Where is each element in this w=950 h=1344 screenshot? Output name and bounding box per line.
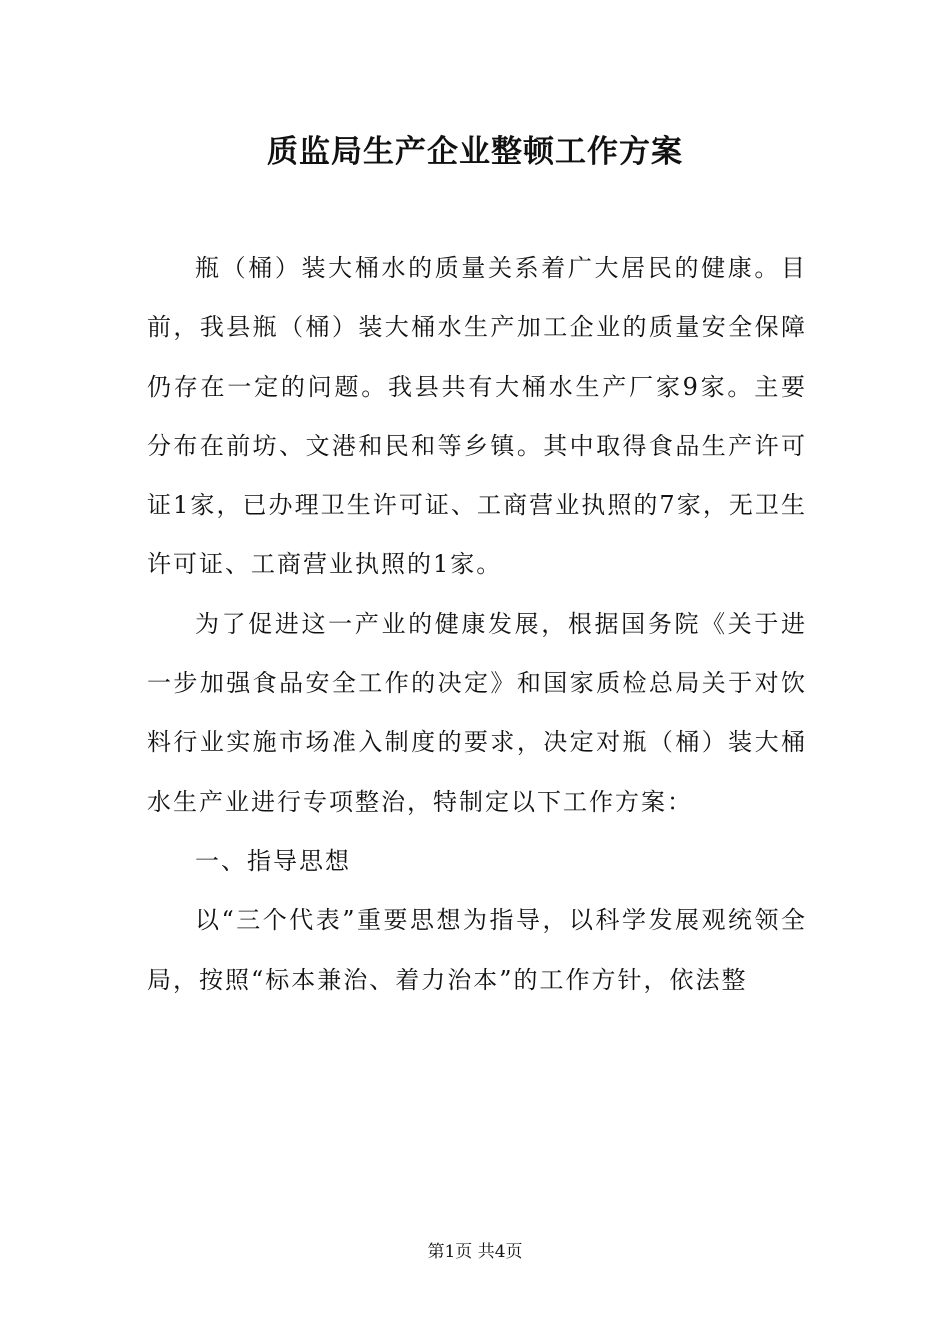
paragraph-purpose: 为了促进这一产业的健康发展，根据国务院《关于进一步加强食品安全工作的决定》和国家质检总局关于对饮料行业实施市场准入制度的要求，决定对瓶（桶）装大桶水生产业进行专项整治，特制定以下工作方案：	[147, 609, 807, 816]
paragraph-background: 瓶（桶）装大桶水的质量关系着广大居民的健康。目前，我县瓶（桶）装大桶水生产加工企业的质量安全保障仍存在一定的问题。我县共有大桶水生产厂家9家。主要分布在前坊、文港和民和等乡镇。其中取得食品生产许可证1家，已办理卫生许可证、工商营业执照的7家，无卫生许可证、工商营业执照的1家。	[147, 254, 807, 579]
page-number-footer: 第1页 共4页	[427, 1242, 523, 1262]
document-title: 质监局生产企业整顿工作方案	[267, 134, 683, 170]
section-heading-guiding-ideology: 一、指导思想	[195, 846, 351, 875]
document-body	[147, 239, 807, 1010]
paragraph-guiding-ideology: 以“三个代表”重要思想为指导，以科学发展观统领全局，按照“标本兼治、着力治本”的工作方针，依法整	[147, 906, 807, 994]
